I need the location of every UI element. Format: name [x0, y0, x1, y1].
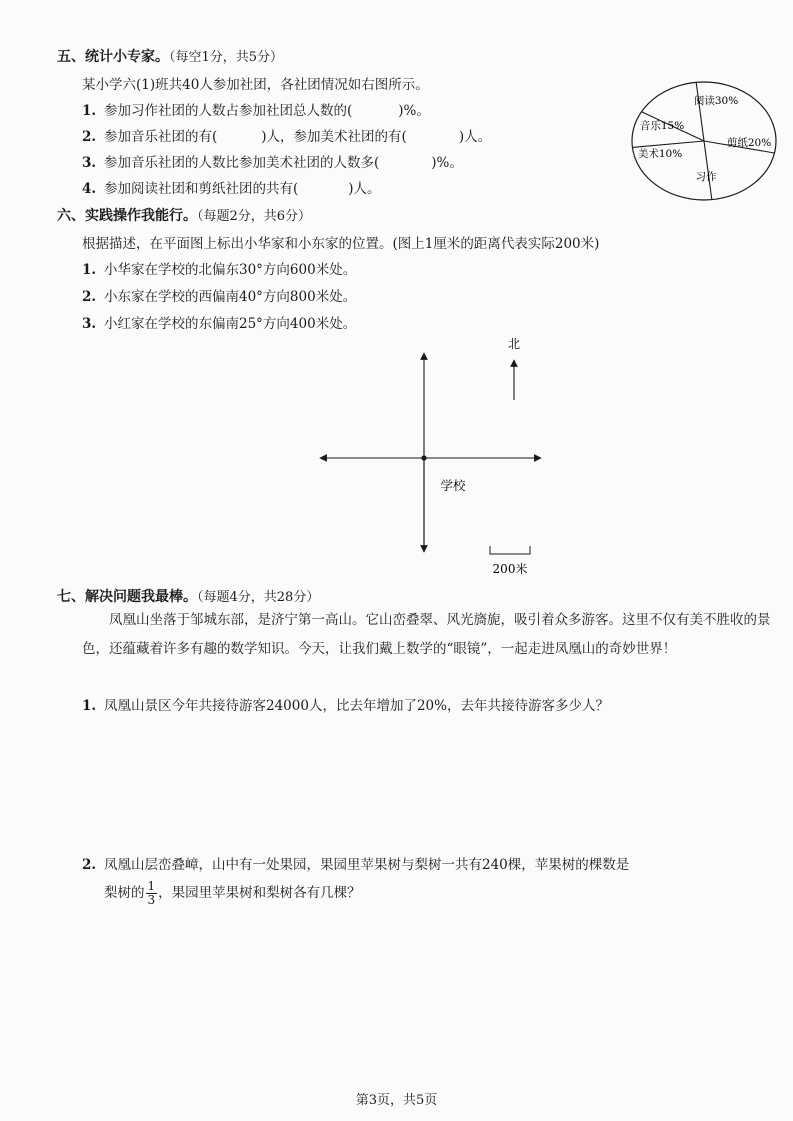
club-pie-chart	[630, 76, 780, 202]
north-label: 北	[507, 337, 521, 351]
section6-question-2: 2. 小东家在学校的西偏南40°方向800米处。	[82, 289, 357, 305]
section5-question-3: 3. 参加音乐社团的人数比参加美术社团的人数多( )%。	[82, 155, 463, 171]
section7-heading	[57, 586, 319, 606]
section6-score-note: （每题2分，共6分）	[197, 209, 312, 224]
scale-label: 200米	[492, 562, 528, 576]
scale-bar	[490, 546, 530, 554]
section7-question-2: 2. 凤凰山层峦叠嶂，山中有一处果园，果园里苹果树与梨树一共有240棵，苹果树的棵数是	[82, 857, 630, 873]
answer-area-1[interactable]	[82, 718, 772, 838]
section7-question-1: 1. 凤凰山景区今年共接待游客24000人，比去年增加了20%，去年共接待游客多少人？	[82, 698, 609, 714]
section5-question-4: 4. 参加阅读社团和剪纸社团的共有( )人。	[82, 181, 381, 197]
slice-label-music: 音乐15%	[639, 120, 685, 132]
school-map	[300, 330, 560, 580]
section5-question-1: 1. 参加习作社团的人数占参加社团总人数的( )%。	[82, 103, 430, 119]
section5-question-2: 2. 参加音乐社团的有( )人，参加美术社团的有( )人。	[82, 129, 492, 145]
school-label: 学校	[440, 478, 466, 493]
section5-score-note: （每空1分，共5分）	[169, 50, 284, 65]
slice-label-writing: 习作	[695, 171, 717, 183]
section5-title: 五、统计小专家。	[57, 49, 169, 65]
section6-heading	[57, 205, 311, 225]
section7-question-2-line2: 梨树的 $\frac{1}{3}$ ，果园里苹果树和梨树各有几棵？	[104, 879, 361, 907]
pie-slice-boundary-美术	[632, 141, 704, 147]
slice-label-art: 美术10%	[637, 148, 683, 160]
section7-score-note: （每题4分，共28分）	[197, 590, 320, 605]
section7-intro: 凤凰山坐落于邹城东部，是济宁第一高山。它山峦叠翠、风光旖旎，吸引着众多游客。这里不仅有美不胜收的景色，还蕴藏着许多有趣的数学知识。今天，让我们戴上数学的“眼镜”，一起走进凤凰山的奇妙世界！	[82, 612, 771, 657]
school-point	[421, 455, 426, 460]
section6-question-3: 3. 小红家在学校的东偏南25°方向400米处。	[82, 316, 357, 332]
fraction-one-third: $\frac{1}{3}$	[147, 879, 156, 907]
page-footer: 第3页，共5页	[355, 1093, 438, 1108]
section5-heading	[57, 46, 283, 66]
slice-label-reading: 阅读30%	[693, 95, 739, 107]
slice-label-paper-cutting: 剪纸20%	[726, 137, 772, 149]
answer-area-2[interactable]	[82, 920, 772, 1080]
section6-intro: 根据描述，在平面图上标出小华家和小东家的位置。(图上1厘米的距离代表实际200米)	[82, 236, 600, 252]
section6-title: 六、实践操作我能行。	[57, 208, 197, 224]
section6-question-1: 1. 小华家在学校的北偏东30°方向600米处。	[82, 262, 357, 278]
section7-title: 七、解决问题我最棒。	[57, 589, 197, 605]
section5-intro: 某小学六(1)班共40人参加社团，各社团情况如右图所示。	[82, 77, 429, 93]
pie-slice-boundary-阅读	[696, 82, 704, 141]
